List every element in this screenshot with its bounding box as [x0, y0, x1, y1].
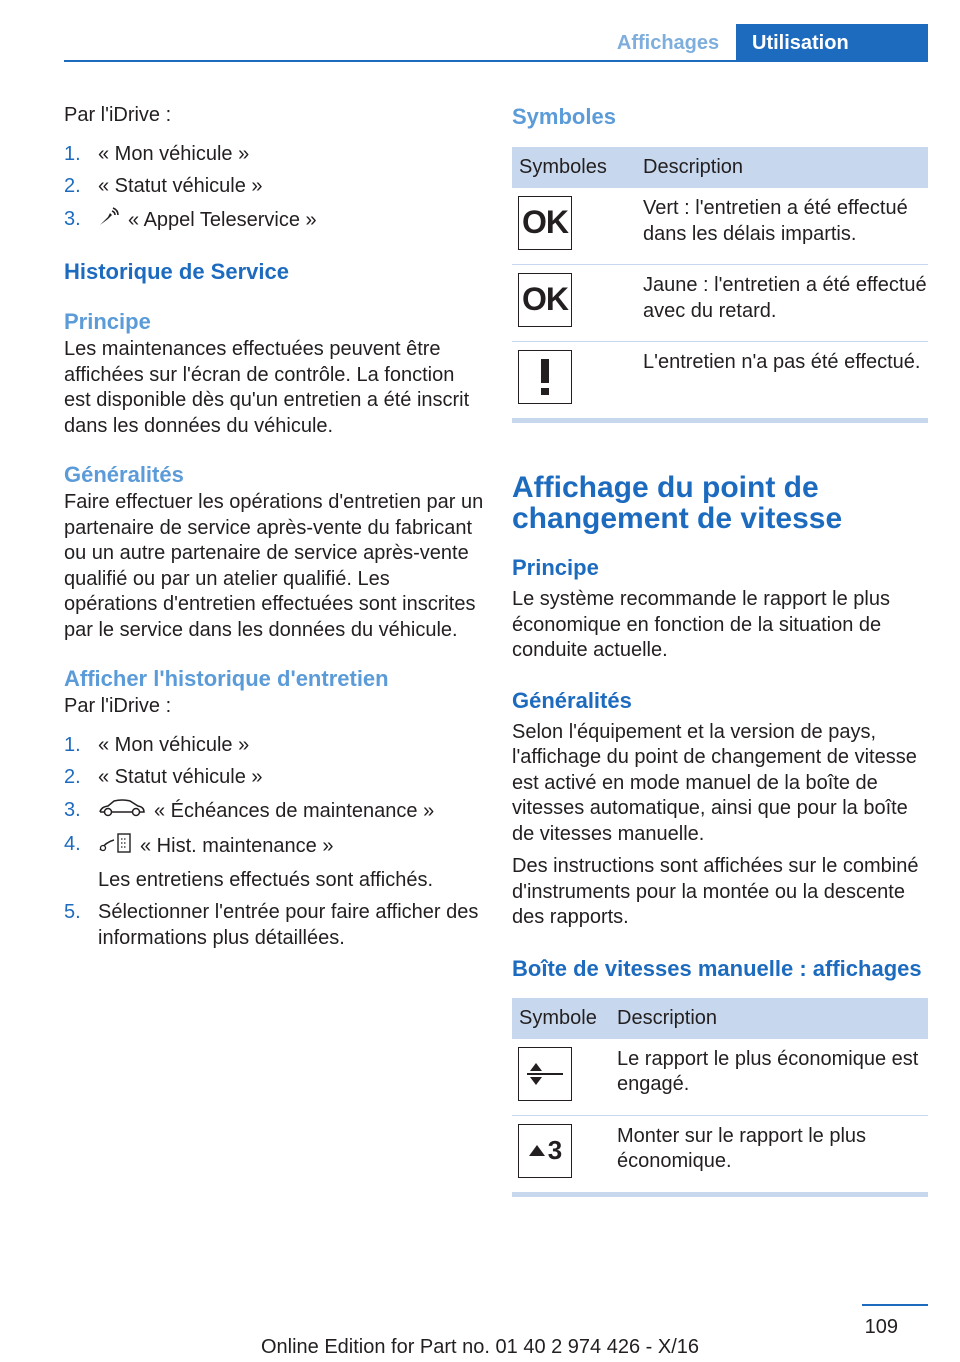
car-icon — [98, 798, 146, 826]
list-item: 1. « Mon véhicule » — [64, 733, 250, 756]
afficher-intro: Par l'iDrive : — [64, 695, 172, 717]
generalites-heading: Généralités — [512, 687, 632, 713]
symbols-table — [512, 147, 928, 418]
list-item: 3. « Échéances de maintenance » — [64, 798, 484, 826]
table-cell: Le rapport le plus économique est engagé. — [610, 1039, 928, 1116]
principe-heading: Principe — [64, 309, 151, 334]
exclamation-icon — [518, 350, 572, 404]
generalites-text-2: Des instructions sont affichées sur le combiné d'instruments pour la montée ou la descente des rapports. — [512, 855, 919, 928]
table-cell: Vert : l'entretien a été effectué dans les délais impartis. — [636, 188, 928, 265]
list-item: 1. « Mon véhicule » — [64, 142, 250, 165]
header-rule — [64, 60, 928, 62]
intro-text: Par l'iDrive : — [64, 104, 172, 126]
table-header: Description — [610, 998, 928, 1039]
shift-up-icon: 3 — [518, 1124, 572, 1178]
principe-text: Les maintenances effectuées peuvent être affichées sur l'écran de contrôle. La fonction est disponible dès qu'un entretien a été inscrit dans les données du véhicule. — [64, 338, 470, 437]
symboles-heading: Symboles — [512, 104, 616, 129]
table-row — [512, 188, 928, 265]
table-cell: Monter sur le rapport le plus économique. — [617, 1124, 867, 1172]
teleservice-icon — [98, 207, 120, 235]
right-column — [512, 103, 928, 1197]
list-item: 2. « Statut véhicule » — [64, 766, 263, 788]
list-item: 4. « Hist. maintenance » Les entretiens effectués sont affichés. — [64, 832, 484, 893]
footer-rule — [862, 1304, 928, 1306]
table-row — [512, 342, 928, 419]
table-header: Symbole — [512, 998, 610, 1039]
manual-heading: Boîte de vitesses manuelle : affichages — [512, 955, 922, 981]
table-cell: L'entretien n'a pas été effectué. — [643, 351, 921, 373]
list-item: 3. « Appel Teleservice » — [64, 207, 484, 235]
history-heading: Historique de Service — [64, 259, 289, 284]
table-row — [512, 1039, 928, 1116]
table-header-row — [512, 147, 928, 188]
step-note: Les entretiens effectués sont affichés. — [98, 868, 434, 891]
header-section-affichages: Affichages — [616, 32, 720, 54]
table-header-row — [512, 998, 928, 1039]
list-item: 5. Sélectionner l'entrée pour faire afficher des informations plus détaillées. — [64, 901, 479, 949]
header-section-utilisation: Utilisation — [736, 24, 928, 62]
generalites-heading: Généralités — [64, 462, 184, 487]
table-header: Symboles — [512, 147, 636, 188]
generalites-text: Faire effectuer les opérations d'entretien par un partenaire de service après-vente du fabricant ou un autre partenaire de service après-vente qualifié ou par un atelier qualifié. Les opérations d'entretien effectuées sont inscrites par le service dans les données du véhicule. — [64, 491, 484, 641]
service-history-icon — [98, 832, 132, 862]
optimal-gear-icon — [518, 1047, 572, 1101]
edition-text: Online Edition for Part no. 01 40 2 974 426 - X/16 — [260, 1336, 700, 1358]
generalites-text: Selon l'équipement et la version de pays, l'affichage du point de changement de vitesse est activé en mode manuel de la boîte de vitesses automatique, ainsi que pour la boîte de vitesses manuelle. — [512, 720, 917, 845]
table-cell: Jaune : l'entretien a été effectué avec du retard. — [636, 265, 928, 342]
steps-list-2 — [64, 733, 484, 952]
principe-text: Le système recommande le rapport le plus économique en fonction de la situation de conduite actuelle. — [512, 588, 890, 661]
afficher-heading: Afficher l'historique d'entretien — [64, 666, 389, 691]
table-end-rule — [512, 418, 928, 423]
ok-yellow-icon: OK — [518, 273, 572, 327]
table-end-rule — [512, 1192, 928, 1197]
manual-symbols-table — [512, 998, 928, 1192]
table-header: Description — [636, 147, 928, 188]
principe-heading: Principe — [512, 555, 599, 580]
ok-green-icon: OK — [518, 196, 572, 250]
table-row — [512, 265, 928, 342]
list-item: 2. « Statut véhicule » — [64, 175, 263, 197]
table-row — [512, 1115, 928, 1192]
left-column — [64, 103, 484, 951]
shift-heading: Affichage du point de changement de vitesse — [512, 471, 843, 535]
steps-list-1 — [64, 142, 484, 235]
page-number: 109 — [864, 1316, 898, 1338]
